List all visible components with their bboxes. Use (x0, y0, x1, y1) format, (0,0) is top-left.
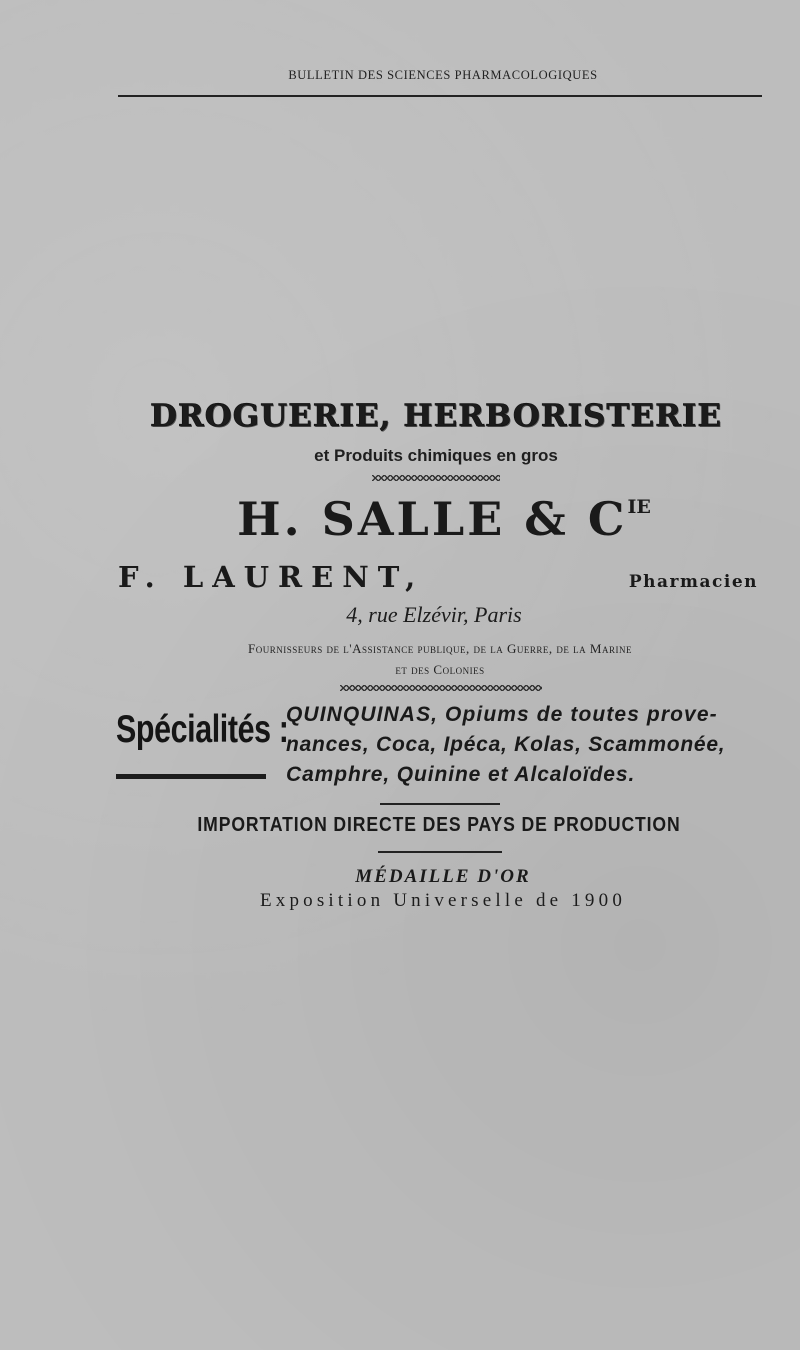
specialties-line-2: nances, Coca, Ipéca, Kolas, Scammonée, (286, 733, 726, 756)
address: 4, rue Elzévir, Paris (346, 602, 522, 627)
medal-line: MÉDAILLE D'OR (355, 866, 531, 887)
suppliers-line-1: Fournisseurs de l'Assistance publique, de la Guerre, de la Marine (248, 641, 632, 656)
exposition-line: Exposition Universelle de 1900 (259, 890, 627, 911)
proprietor-line (118, 560, 758, 594)
specialties-label: Spécialités : (116, 708, 289, 751)
running-head: BULLETIN DES SCIENCES PHARMACOLOGIQUES (288, 68, 598, 82)
firm-name (0, 492, 800, 546)
suppliers-note (150, 638, 730, 680)
proprietor-role: Pharmacien (628, 572, 758, 592)
header-rule (118, 95, 762, 97)
main-heading (0, 398, 800, 434)
wavy-divider (372, 475, 500, 481)
specialties-block (116, 700, 776, 790)
specialties-list (286, 700, 776, 790)
specialties-line-3: Camphre, Quinine et Alcaloïdes. (286, 763, 636, 786)
specialties-line-1: QUINQUINAS, Opiums de toutes prove- (286, 703, 718, 726)
heading-herboristerie: HERBORISTERIE (403, 398, 722, 434)
proprietor-name: F. LAURENT, (118, 560, 425, 594)
specialties-rule (116, 774, 266, 779)
heading-droguerie: DROGUERIE, (150, 398, 392, 434)
firm-name-suffix: IE (627, 496, 651, 518)
wavy-divider (340, 685, 542, 691)
subheading: et Produits chimiques en gros (314, 446, 558, 465)
suppliers-line-2: et des Colonies (395, 662, 485, 677)
firm-name-text: H. SALLE & C (237, 492, 628, 546)
divider-rule (380, 803, 500, 805)
divider-rule (378, 851, 502, 853)
import-line: IMPORTATION DIRECTE DES PAYS DE PRODUCTION (197, 814, 681, 836)
